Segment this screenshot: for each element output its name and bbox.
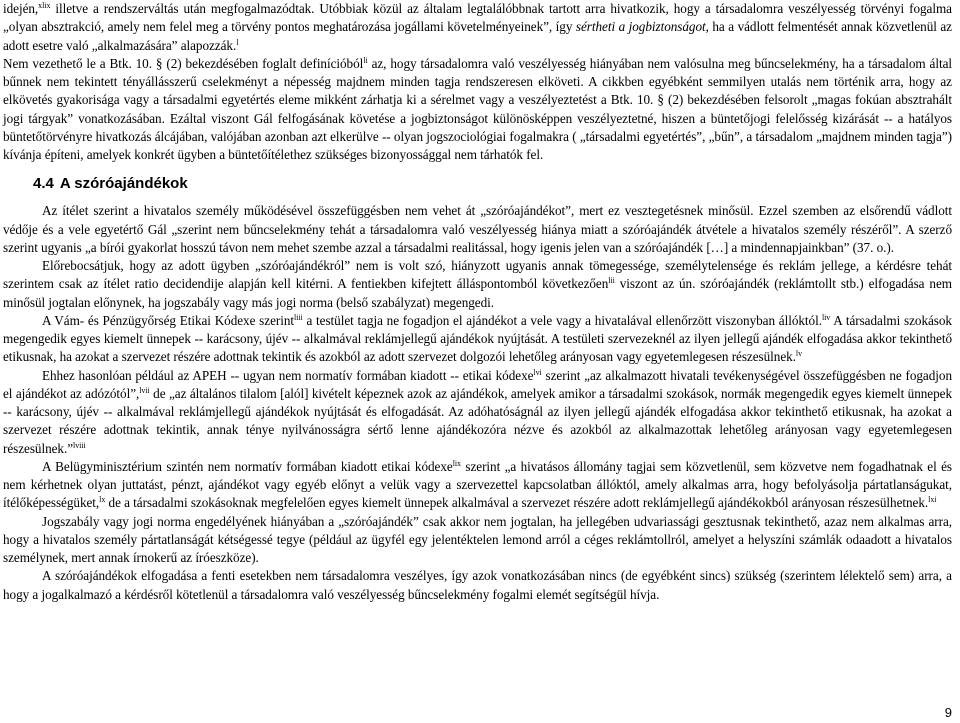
text-run: illetve a rendszerváltás után megfogalmazódtak. Utóbbiak közül az általam legtalálóbbnak tartott arra hivatkozik, hogy a társadalomra veszélyesség törvényi fogalma „olyan absztrakció, amely nem felel meg a törvény pontos meghatározása jogállami követelményeinek”, így [3, 1, 952, 35]
text-run: idején, [3, 1, 39, 16]
footnote-ref: liii [293, 312, 303, 322]
paragraph [3, 458, 952, 513]
text-run: A Belügyminisztérium szintén nem normatív formában kiadott etikai kódexe [42, 458, 453, 474]
footnote-ref: lvi [533, 367, 542, 377]
section-number: 4.4 [33, 175, 54, 193]
paragraph [3, 55, 952, 165]
text-run: , ha a vádlott felmentését annak közvetlenül az adott esetre való „alkalmazására” alapozzák. [3, 19, 952, 53]
text-run: szerint „az alkalmazott hivatali tevékenységével összefüggésben ne fogadjon el ajándékot az adózótól”, [3, 367, 952, 401]
footnote-ref: li [363, 55, 368, 65]
footnote-ref: lv [795, 349, 803, 359]
paragraph [3, 513, 952, 568]
footnote-ref: lxi [928, 495, 937, 505]
text-run: de a társadalmi szokásoknak megfelelően egyes kiemelt ünnepek alkalmával a szervezet részére adott reklámjellegű ajándékokból arányosan részesülhetnek. [105, 495, 929, 511]
text-run: Jogszabály vagy jogi norma engedélyének hiányában a „szóróajándék” csak akkor nem jogtalan, ha jellegében udvariassági gesztusnak tekinthető, azaz nem alkalmas arra, hogy a hivatalos személy pártatlanságát kétségessé tegye (például az ügyfél egy jelentéktelen lemond arról a céges reklámtollról, amelyet a helyszíni számlák odaadott a hivatalos személynek, mert annak írnokerű az íróeszköze). [3, 513, 952, 565]
footnote-ref: lx [99, 495, 106, 505]
text-run: viszont az ún. szóróajándék (reklámtollt stb.) elfogadása nem minősül jogtalan előnynek, ha jogszabály vagy más jogi norma (belső szabályzat) megengedi. [3, 276, 952, 310]
paragraph [3, 202, 952, 257]
text-run: a testület tagja ne fogadjon el ajándékot a vele vagy a hivatalával ellenőrzött viszonyban állóktól. [302, 312, 822, 328]
paragraph [3, 567, 952, 604]
section-title: A szóróajándékok [59, 175, 188, 193]
text-run: A társadalmi szokások megengedik egyes kiemelt ünnepek -- karácsony, újév -- alkalmával reklámjellegű ajándékok nyújtását. A testületi szervezeknél az ilyen jellegű ajándék elfogadása akkor tekinthető etikusnak, ha azokat a szervezet részére adottnak tekintik és azokból az adott szervezet dolgozói lehetőleg arányosan vagy egyetemlegesen részesülnek. [3, 312, 952, 365]
footnote-ref: lvii [139, 385, 150, 395]
page-number: 9 [944, 705, 952, 720]
footnote-ref: lix [452, 458, 461, 468]
paragraph [3, 367, 952, 458]
text-run: de „az általános tilalom [alól] kivételt képeznek azok az ajándékok, amelyek amikor a társadalmi szokások, normák megengedik egyes kiemelt ünnepek -- karácsony, újév -- alkalmával reklámjellegű ajándékok nyújtását és elfogadását. Az adóhatóságnál az ilyen jellegű ajándék elfogadása akkor tekinthető etikusnak, ha azokat a szervezet részére adottnak tekintik, annak ténye nyilvánosságra sértő lenne ajándékozóra nézve és azokból az alkalmazottak lehetőleg arányosan vagy egyetemlegesen részesülnek.” [3, 385, 952, 456]
footnote-ref: l [236, 37, 239, 47]
text-run: Ehhez hasonlóan például az APEH -- ugyan nem normatív formában kiadott -- etikai kódexe [42, 367, 534, 383]
paragraph [3, 312, 952, 367]
text-run: Előrebocsátjuk, hogy az adott ügyben „szóróajándékról” nem is volt szó, hiányzott ugyanis annak tömegessége, személytelensége és reklám jellege, a kérdésre tehát szerintem csak az ítélet ratio decidendije alapján kell kitérni. A fentiekben kifejtett álláspontomból következően [3, 258, 952, 292]
text-run: szerint „a hivatásos állomány tagjai sem közvetlenül, sem közvetve nem fogadhatnak el és nem kérhetnek olyan juttatást, pénzt, ajándékot vagy egyéb előnyt a velük vagy a szervezettel kapcsolatban állóktól, amely alkalmas arra, hogy befolyásolja pártatlanságukat, ítélőképességüket, [3, 458, 953, 511]
italic-text: sértheti a jogbiztonságot [575, 19, 706, 35]
paragraph [3, 0, 952, 55]
text-run: az, hogy társadalomra való veszélyesség hiányában nem valósulna meg bűncselekmény, ha a társadalom által bűnnek nem tekintett tényállásszerű cselekményt a népesség majdnem minden tagja rendszeresen elköveti. A cikkben egyébként semmilyen utalás nem történik arra, hogy az elkövetés gyakorisága vagy a társadalmi egyetértés eleme mikként zárhatja ki a sérelmet vagy a veszélyeztetést a Btk. 10. § (2) bekezdésében felsorolt „magas fokúan absztrahált jogi tárgyak” vonatkozásában. Ezáltal viszont Gál felfogásának követése a jogbiztonságot különösképpen veszélyeztetné, hiszen a büntetőjogi felelősség kizárását -- a hatályos büntetőtörvényre hivatkozás álcájában, valójában azonban azt elkerülve -- olyan jogszociológiai fogalmakra ( „társadalmi egyetértés”, „bűn”, a társadalom „majdnem minden tagja”) kívánja építeni, amelyek konkrét ügyben a büntetőítélethez szükséges bizonyossággal nem tárhatók fel. [3, 55, 952, 162]
text-run: A szóróajándékok elfogadása a fenti esetekben nem társadalomra veszélyes, így azok vonatkozásában nincs (de egyébként sincs) szükség (szerintem lélektelő sem) arra, a hogy a jogalkalmazó a kérdésről kötetlenül a társadalomra való veszélyesség bűncselekmény fogalmi elemét segítségül hívja. [3, 568, 952, 602]
text-run: Nem vezethető le a Btk. 10. § (2) bekezdésében foglalt definícióból [3, 55, 364, 71]
footnote-ref: lii [608, 276, 615, 286]
footnote-ref: lviii [73, 440, 86, 450]
text-run: A Vám- és Pénzügyőrség Etikai Kódexe szerint [42, 312, 294, 328]
document-page [3, 0, 952, 604]
footnote-ref: xlix [38, 1, 51, 10]
section-heading [33, 174, 952, 194]
paragraph [3, 257, 952, 312]
text-run: Az ítélet szerint a hivatalos személy működésével összefüggésben nem vehet át „szóróajándékot”, mert ez vesztegetésnek minősül. Ezzel szemben az elsőrendű vádlott védője és a vele egyetértő Gál „szerint nem bűncselekmény tehát a társadalomra való veszélyesség hiánya miatt a szóróajándék átvétele a hivatalos személy részéről”. A szerző szerint ugyanis „a bírói gyakorlat hosszú távon nem mehet szembe azzal a társadalmi realitással, hogy igenis jelen van a szóróajándék […] a mindennapjainkban” (37. o.). [3, 203, 952, 255]
footnote-ref: liv [821, 312, 831, 322]
